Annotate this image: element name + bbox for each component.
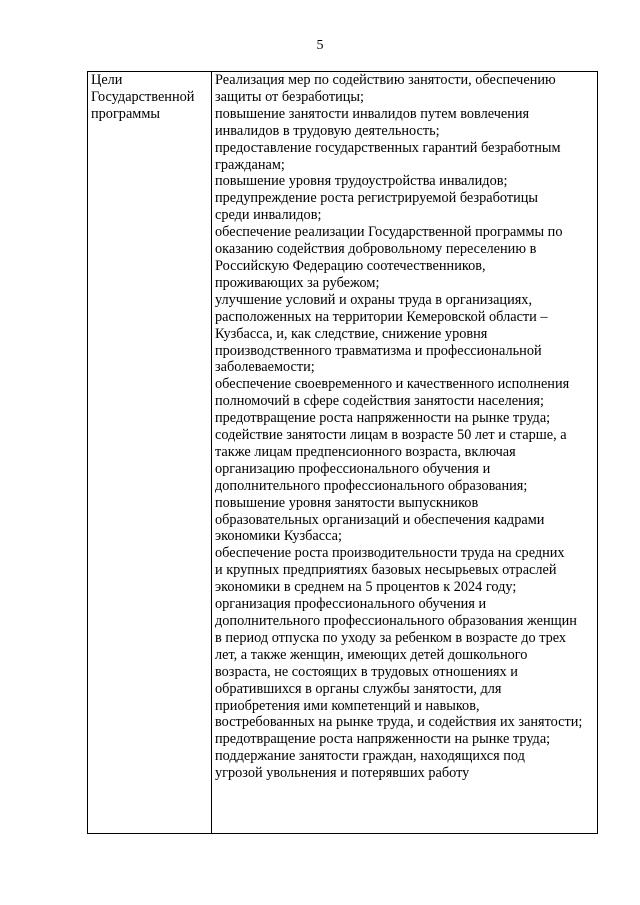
text-line: оказанию содействия добровольному переселению в <box>215 241 537 258</box>
text-line: повышение уровня занятости выпускников <box>215 494 479 511</box>
text-line: обеспечение реализации Государственной программы по <box>215 224 563 241</box>
text-line: организация профессионального обучения и <box>215 596 487 613</box>
text-line: обеспечение своевременного и качественного исполнения <box>215 376 570 393</box>
text-line: экономики Кузбасса; <box>215 528 342 545</box>
text-line: предотвращение роста напряженности на рынке труда; <box>215 731 551 748</box>
text-line: востребованных на рынке труда, и содействия их занятости; <box>215 714 583 731</box>
text-line: организацию профессионального обучения и <box>215 460 491 477</box>
content-cell <box>212 72 598 834</box>
text-line: полномочий в сфере содействия занятости населения; <box>215 393 544 410</box>
text-line: дополнительного профессионального образования; <box>215 477 528 494</box>
text-line: также лицам предпенсионного возраста, включая <box>215 443 516 460</box>
text-line: повышение уровня трудоустройства инвалидов; <box>215 173 508 190</box>
text-line: повышение занятости инвалидов путем вовлечения <box>215 105 530 122</box>
text-line: Российскую Федерацию соотечественников, <box>215 257 486 274</box>
program-goals-table <box>87 71 598 834</box>
text-line: предотвращение роста напряженности на рынке труда; <box>215 410 551 427</box>
text-line: лет, а также женщин, имеющих детей дошкольного <box>215 646 528 663</box>
text-line: среди инвалидов; <box>215 207 322 224</box>
text-line: проживающих за рубежом; <box>215 274 380 291</box>
text-line: предупреждение роста регистрируемой безработицы <box>215 190 538 207</box>
page-number: 5 <box>316 38 324 53</box>
text-line: поддержание занятости граждан, находящихся под <box>215 748 525 765</box>
text-line: расположенных на территории Кемеровской области – <box>215 308 548 325</box>
text-line: инвалидов в трудовую деятельность; <box>215 122 440 139</box>
text-line: улучшение условий и охраны труда в организациях, <box>215 291 533 308</box>
text-line: гражданам; <box>215 156 285 173</box>
row-label: Цели Государственной программы <box>91 72 195 122</box>
text-line: образовательных организаций и обеспечения кадрами <box>215 511 545 528</box>
label-cell <box>88 72 212 834</box>
text-line: обратившихся в органы службы занятости, для <box>215 680 502 697</box>
text-line: и крупных предприятиях базовых несырьевых отраслей <box>215 562 557 579</box>
text-line: экономики в среднем на 5 процентов к 2024 году; <box>215 579 517 596</box>
text-line: производственного травматизма и профессиональной <box>215 342 542 359</box>
table-row <box>88 72 598 834</box>
text-line: заболеваемости; <box>215 359 315 376</box>
text-line: Реализация мер по содействию занятости, обеспечению <box>215 72 556 88</box>
text-line: обеспечение роста производительности труда на средних <box>215 545 565 562</box>
text-line: в период отпуска по уходу за ребенком в возрасте до трех <box>215 629 567 646</box>
text-line: предоставление государственных гарантий безработным <box>215 139 561 156</box>
text-line: Кузбасса, и, как следствие, снижение уровня <box>215 325 488 342</box>
text-line: дополнительного профессионального образования женщин <box>215 613 577 629</box>
text-line: угрозой увольнения и потерявших работу <box>215 765 470 782</box>
text-line: возраста, не состоящих в трудовых отношениях и <box>215 663 518 680</box>
text-line: содействие занятости лицам в возрасте 50 лет и старше, а <box>215 427 567 444</box>
text-line: защиты от безработицы; <box>215 88 364 105</box>
text-line: приобретения ими компетенций и навыков, <box>215 697 480 714</box>
goals-text <box>215 72 594 782</box>
